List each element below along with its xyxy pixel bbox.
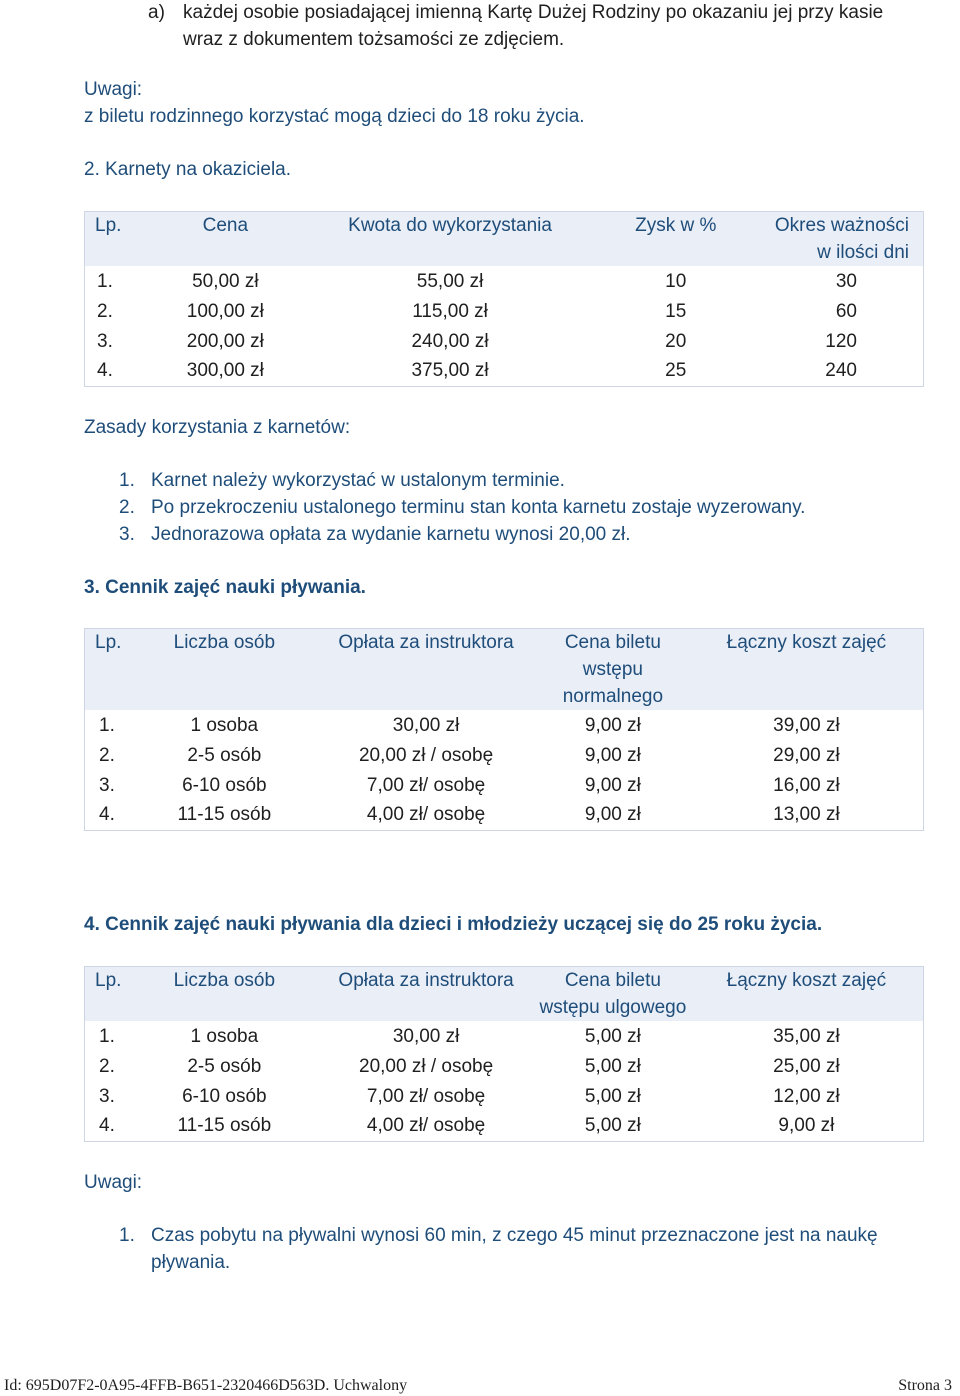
table-cell: 20	[665, 330, 687, 352]
table-row	[85, 1051, 924, 1081]
table-cell: 4,00 zł/ osobę	[316, 1111, 536, 1141]
notes-item-text: pływania.	[151, 1252, 231, 1273]
table-cell: 375,00 zł	[314, 356, 586, 386]
table-cell: 1.	[85, 266, 137, 296]
rule-number: 2.	[119, 497, 135, 518]
table-cell: 3.	[85, 1081, 133, 1111]
table-row	[85, 356, 924, 386]
footer-document-id: Id: 695D07F2-0A95-4FFB-B651-2320466D563D. Uchwalony	[4, 1377, 408, 1394]
table-cell: 20,00 zł / osobę	[358, 744, 494, 766]
header-cell: Opłata za instruktora	[316, 629, 536, 711]
table-cell: 1 osoba	[190, 714, 259, 736]
header-cell	[766, 212, 924, 267]
table-cell: 9,00 zł	[690, 1111, 924, 1141]
table-row	[85, 1081, 924, 1111]
table-cell: 4,00 zł/ osobę	[316, 800, 536, 830]
header-line: wstępu ulgowego	[539, 997, 687, 1018]
table-cell: 30,00 zł	[392, 1025, 460, 1047]
youth-swimming-lessons-table	[84, 966, 924, 1142]
table-cell: 5,00 zł	[536, 1111, 690, 1141]
table-cell: 11-15 osób	[132, 800, 316, 830]
swimming-lessons-table	[84, 628, 924, 831]
notes-text: z biletu rodzinnego korzystać mogą dzieci do 18 roku życia.	[84, 106, 585, 127]
table-cell: 5,00 zł	[584, 1025, 641, 1047]
table-row	[85, 1111, 924, 1141]
header-line: Okres ważności	[774, 215, 909, 236]
table-cell: 29,00 zł	[690, 740, 924, 770]
table-cell: 12,00 zł	[690, 1081, 924, 1111]
table-cell: 2.	[85, 740, 133, 770]
table-cell: 1 osoba	[190, 1025, 259, 1047]
header-cell: Liczba osób	[132, 967, 316, 1022]
table-cell: 2.	[85, 1051, 133, 1081]
table-cell: 60	[766, 296, 924, 326]
header-line: Cena biletu	[564, 970, 661, 991]
header-cell: Zysk w %	[586, 212, 766, 267]
header-line: w ilości dni	[817, 242, 909, 263]
rule-text: Po przekroczeniu ustalonego terminu stan konta karnetu zostaje wyzerowany.	[151, 497, 806, 518]
table-cell: 50,00 zł	[192, 270, 259, 292]
table-header-row	[85, 967, 924, 1022]
table-cell: 9,00 zł	[536, 800, 690, 830]
table-cell: 120	[766, 326, 924, 356]
table-cell: 30,00 zł	[392, 714, 460, 736]
table-cell: 7,00 zł/ osobę	[366, 774, 486, 796]
table-cell: 16,00 zł	[690, 770, 924, 800]
paragraph-line: wraz z dokumentem tożsamości ze zdjęciem.	[183, 29, 565, 50]
table-cell: 5,00 zł	[584, 1085, 641, 1107]
header-cell: Opłata za instruktora	[316, 967, 536, 1022]
table-header-row	[85, 629, 924, 711]
table-cell: 30	[766, 266, 924, 296]
table-cell: 20,00 zł / osobę	[359, 1055, 494, 1077]
table-cell: 1.	[85, 710, 133, 740]
table-cell: 300,00 zł	[136, 356, 314, 386]
section-heading: 2. Karnety na okaziciela.	[84, 159, 292, 180]
table-cell: 6-10 osób	[182, 774, 267, 796]
header-cell: Liczba osób	[132, 629, 316, 711]
table-header-row	[85, 212, 924, 267]
table-cell: 9,00 zł	[584, 714, 641, 736]
table-row	[85, 266, 924, 296]
notes-item-number: 1.	[119, 1225, 135, 1246]
table-cell: 10	[665, 270, 687, 292]
notes-item-text: Czas pobytu na pływalni wynosi 60 min, z czego 45 minut przeznaczone jest na naukę	[151, 1225, 878, 1246]
header-cell: Lp.	[85, 212, 137, 267]
header-cell: Kwota do wykorzystania	[314, 212, 586, 267]
table-row	[85, 326, 924, 356]
rule-number: 1.	[119, 470, 135, 491]
rule-text: Jednorazowa opłata za wydanie karnetu wynosi 20,00 zł.	[151, 524, 631, 545]
notes-label: Uwagi:	[84, 79, 143, 100]
table-cell: 240	[766, 356, 924, 386]
table-cell: 200,00 zł	[186, 330, 264, 352]
header-cell: Lp.	[85, 967, 133, 1022]
footer-page-number: Strona 3	[898, 1377, 952, 1394]
table-cell: 4.	[85, 800, 133, 830]
rules-heading: Zasady korzystania z karnetów:	[84, 417, 351, 438]
karnety-table	[84, 211, 924, 387]
table-cell: 3.	[85, 326, 137, 356]
header-cell: Lp.	[85, 629, 133, 711]
table-cell: 35,00 zł	[690, 1021, 924, 1051]
table-row	[85, 770, 924, 800]
table-cell: 39,00 zł	[690, 710, 924, 740]
table-cell: 100,00 zł	[186, 300, 264, 322]
header-line: normalnego	[562, 686, 664, 707]
table-cell: 25	[586, 356, 766, 386]
table-cell: 3.	[85, 770, 133, 800]
rule-number: 3.	[119, 524, 135, 545]
table-cell: 6-10 osób	[182, 1085, 267, 1107]
list-marker: a)	[148, 2, 165, 23]
table-cell: 9,00 zł	[584, 774, 641, 796]
table-row	[85, 1021, 924, 1051]
notes-label: Uwagi:	[84, 1172, 143, 1193]
header-cell	[536, 967, 690, 1022]
table-cell: 2.	[85, 296, 137, 326]
header-cell	[536, 629, 690, 711]
table-cell: 15	[665, 300, 687, 322]
rule-text: Karnet należy wykorzystać w ustalonym terminie.	[151, 470, 565, 491]
table-cell: 2-5 osób	[187, 744, 262, 766]
table-cell: 115,00 zł	[412, 300, 488, 322]
table-cell: 4.	[85, 1111, 133, 1141]
section-heading: 4. Cennik zajęć nauki pływania dla dzieci i młodzieży uczącej się do 25 roku życia.	[84, 914, 823, 935]
header-line: Cena biletu	[564, 632, 661, 653]
table-row	[85, 710, 924, 740]
table-cell: 240,00 zł	[411, 330, 489, 352]
table-row	[85, 296, 924, 326]
table-cell: 13,00 zł	[690, 800, 924, 830]
section-heading: 3. Cennik zajęć nauki pływania.	[84, 577, 366, 598]
table-cell: 55,00 zł	[416, 270, 484, 292]
table-cell: 25,00 zł	[690, 1051, 924, 1081]
table-cell: 9,00 zł	[584, 744, 641, 766]
paragraph-line: każdej osobie posiadającej imienną Kartę Dużej Rodziny po okazaniu jej przy kasie	[183, 2, 884, 23]
table-cell: 11-15 osób	[132, 1111, 316, 1141]
header-cell: Łączny koszt zajęć	[690, 967, 924, 1022]
header-cell: Cena	[136, 212, 314, 267]
table-cell: 4.	[85, 356, 137, 386]
header-cell: Łączny koszt zajęć	[690, 629, 924, 711]
table-cell: 7,00 zł/ osobę	[366, 1085, 486, 1107]
table-row	[85, 800, 924, 830]
table-cell: 5,00 zł	[584, 1055, 641, 1077]
table-cell: 2-5 osób	[187, 1055, 262, 1077]
table-cell: 1.	[85, 1021, 133, 1051]
header-line: wstępu	[582, 659, 643, 680]
table-row	[85, 740, 924, 770]
